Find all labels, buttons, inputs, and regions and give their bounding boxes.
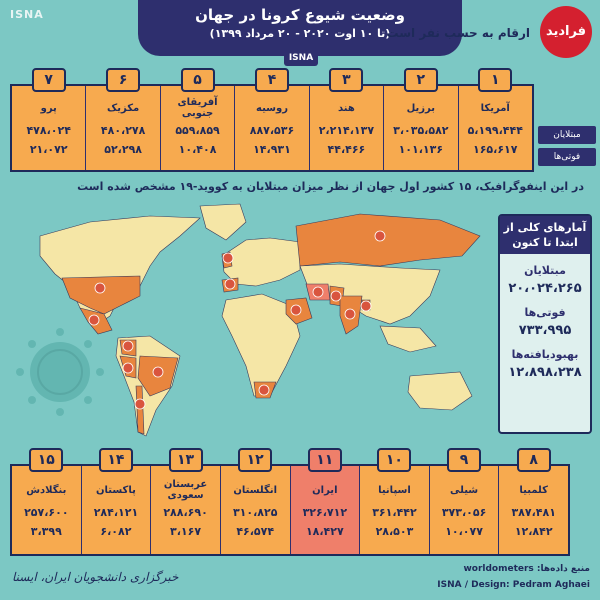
country-name: شیلی bbox=[450, 484, 479, 496]
land-australia bbox=[408, 372, 472, 410]
country-deaths: ۱۰،۰۷۷ bbox=[445, 525, 483, 538]
country-deaths: ۳،۱۶۷ bbox=[170, 525, 202, 538]
land-russia bbox=[296, 214, 480, 266]
row-label-deaths: فوتی‌ها bbox=[538, 148, 596, 166]
totals-recovered-value: ۱۲،۸۹۸،۲۳۸ bbox=[508, 365, 582, 380]
totals-deaths-label: فوتی‌ها bbox=[524, 306, 566, 319]
country-column bbox=[498, 452, 568, 554]
country-column bbox=[290, 452, 360, 554]
country-name: عربستان سعودی bbox=[163, 479, 208, 501]
country-cases: ۳۲۶،۷۱۲ bbox=[302, 506, 348, 519]
totals-cases-value: ۲۰،۰۲۴،۲۶۵ bbox=[508, 281, 582, 296]
country-cases: ۸۸۷،۵۳۶ bbox=[249, 124, 295, 137]
isna-badge: ISNA bbox=[284, 50, 318, 66]
country-deaths: ۱۰۱،۱۳۶ bbox=[398, 143, 444, 156]
country-name: اسپانیا bbox=[378, 484, 411, 496]
country-rank: ۲ bbox=[404, 68, 438, 92]
page-title: وضعیت شیوع کرونا در جهان bbox=[195, 6, 405, 24]
land-se-asia bbox=[380, 326, 436, 352]
country-rank: ۱۱ bbox=[308, 448, 342, 472]
country-column bbox=[12, 452, 81, 554]
country-rank: ۳ bbox=[329, 68, 363, 92]
marker-spain bbox=[225, 279, 235, 289]
land-north-america bbox=[40, 216, 200, 326]
agency-signature: خبرگزاری دانشجویان ایران، ایسنا bbox=[12, 570, 179, 584]
country-cases: ۴۸۰،۲۷۸ bbox=[100, 124, 146, 137]
country-rank: ۷ bbox=[32, 68, 66, 92]
country-column bbox=[359, 452, 429, 554]
country-rank: ۶ bbox=[106, 68, 140, 92]
totals-deaths-value: ۷۳۳،۹۹۵ bbox=[518, 323, 572, 338]
country-column bbox=[458, 72, 532, 170]
country-cases: ۲۸۴،۱۲۱ bbox=[93, 506, 139, 519]
country-deaths: ۱۴،۹۳۱ bbox=[253, 143, 291, 156]
country-deaths: ۳،۳۹۹ bbox=[30, 525, 62, 538]
country-rank: ۱ bbox=[478, 68, 512, 92]
country-rank: ۱۲ bbox=[238, 448, 272, 472]
country-cases: ۳۸۷،۴۸۱ bbox=[511, 506, 556, 519]
design-credit: ISNA / Design: Pedram Aghaei bbox=[437, 580, 590, 590]
country-rank: ۱۵ bbox=[29, 448, 63, 472]
country-deaths: ۴۴،۴۶۶ bbox=[327, 143, 366, 156]
country-rank: ۵ bbox=[181, 68, 215, 92]
country-cases: ۳۱۰،۸۲۵ bbox=[232, 506, 278, 519]
totals-heading: آمارهای کلی از ابتدا تا کنون bbox=[500, 216, 590, 254]
marker-russia bbox=[375, 231, 385, 241]
top-countries-table bbox=[10, 72, 534, 172]
country-cases: ۵،۱۹۹،۴۴۴ bbox=[467, 124, 523, 137]
country-column bbox=[429, 452, 499, 554]
country-name: پرو bbox=[40, 102, 57, 114]
marker-chile bbox=[135, 399, 145, 409]
country-rank: ۱۰ bbox=[377, 448, 411, 472]
marker-uk bbox=[223, 253, 233, 263]
country-cases: ۵۵۹،۸۵۹ bbox=[175, 124, 220, 137]
country-deaths: ۲۸،۵۰۳ bbox=[375, 525, 414, 538]
country-deaths: ۱۲،۸۴۲ bbox=[514, 525, 553, 538]
country-column bbox=[309, 72, 383, 170]
country-rank: ۸ bbox=[517, 448, 551, 472]
intro-text: در این اینفوگرافیک، ۱۵ کشور اول جهان از نظر میزان مبتلایان به کووید-۱۹ مشخص شده است bbox=[77, 180, 584, 193]
marker-pakistan bbox=[331, 291, 341, 301]
marker-colombia bbox=[123, 341, 133, 351]
isna-watermark-left: ISNA bbox=[10, 8, 44, 21]
marker-saudi bbox=[291, 305, 301, 315]
country-deaths: ۱۰،۴۰۸ bbox=[178, 143, 217, 156]
country-cases: ۳۶۱،۴۴۲ bbox=[372, 506, 417, 519]
marker-south-africa bbox=[259, 385, 269, 395]
marker-mexico bbox=[89, 315, 99, 325]
country-name: مکزیک bbox=[107, 102, 140, 114]
land-greenland bbox=[200, 204, 246, 240]
country-name: آفریقای جنوبی bbox=[177, 97, 218, 119]
unit-note: ارقام به حسب نفر است bbox=[386, 26, 530, 40]
country-deaths: ۶،۰۸۲ bbox=[100, 525, 132, 538]
virus-icon bbox=[16, 328, 104, 416]
country-name: آمریکا bbox=[480, 102, 510, 114]
country-name: انگلستان bbox=[233, 484, 278, 496]
country-rank: ۱۴ bbox=[99, 448, 133, 472]
marker-brazil bbox=[153, 367, 163, 377]
country-cases: ۲،۲۱۴،۱۳۷ bbox=[318, 124, 375, 137]
country-deaths: ۲۱،۰۷۲ bbox=[29, 143, 68, 156]
marker-bangladesh bbox=[361, 301, 371, 311]
country-column bbox=[383, 72, 457, 170]
land-usa bbox=[62, 276, 140, 314]
country-column bbox=[160, 72, 234, 170]
country-name: کلمبیا bbox=[519, 484, 548, 496]
marker-peru bbox=[123, 363, 133, 373]
country-name: ایران bbox=[312, 484, 338, 496]
country-deaths: ۴۶،۵۷۴ bbox=[236, 525, 275, 538]
totals-panel bbox=[498, 214, 592, 434]
country-cases: ۳۷۳،۰۵۶ bbox=[441, 506, 487, 519]
country-cases: ۲۵۷،۶۰۰ bbox=[24, 506, 69, 519]
country-rank: ۱۳ bbox=[169, 448, 203, 472]
country-column bbox=[234, 72, 308, 170]
fararu-logo bbox=[540, 6, 592, 58]
country-name: پاکستان bbox=[96, 484, 136, 496]
data-source: منبع داده‌ها: worldometers bbox=[463, 564, 590, 574]
row-labels bbox=[538, 126, 596, 170]
totals-recovered-label: بهبودیافته‌ها bbox=[511, 348, 579, 361]
country-name: بنگلادش bbox=[26, 484, 67, 496]
world-map bbox=[0, 196, 500, 444]
marker-iran bbox=[313, 287, 323, 297]
bottom-countries-table bbox=[10, 452, 570, 556]
country-column bbox=[85, 72, 159, 170]
country-cases: ۳،۰۳۵،۵۸۲ bbox=[393, 124, 449, 137]
country-deaths: ۱۸،۴۲۷ bbox=[305, 525, 344, 538]
logo-text: فرادید bbox=[545, 24, 587, 39]
country-column bbox=[220, 452, 290, 554]
country-deaths: ۱۶۵،۶۱۷ bbox=[473, 143, 518, 156]
country-column bbox=[12, 72, 85, 170]
country-cases: ۲۸۸،۶۹۰ bbox=[163, 506, 208, 519]
country-rank: ۹ bbox=[447, 448, 481, 472]
country-cases: ۴۷۸،۰۲۴ bbox=[26, 124, 71, 137]
country-name: هند bbox=[338, 102, 355, 114]
row-label-cases: مبتلایان bbox=[538, 126, 596, 144]
country-rank: ۴ bbox=[255, 68, 289, 92]
totals-cases-label: مبتلایان bbox=[524, 264, 566, 277]
marker-usa bbox=[95, 283, 105, 293]
page-subtitle: (تا ۱۰ اوت ۲۰۲۰ - ۲۰ مرداد ۱۳۹۹) bbox=[209, 27, 391, 40]
country-column bbox=[150, 452, 220, 554]
marker-india bbox=[345, 309, 355, 319]
country-column bbox=[81, 452, 151, 554]
country-name: روسیه bbox=[256, 102, 288, 114]
country-name: برزیل bbox=[406, 102, 436, 114]
country-deaths: ۵۲،۲۹۸ bbox=[104, 143, 142, 156]
